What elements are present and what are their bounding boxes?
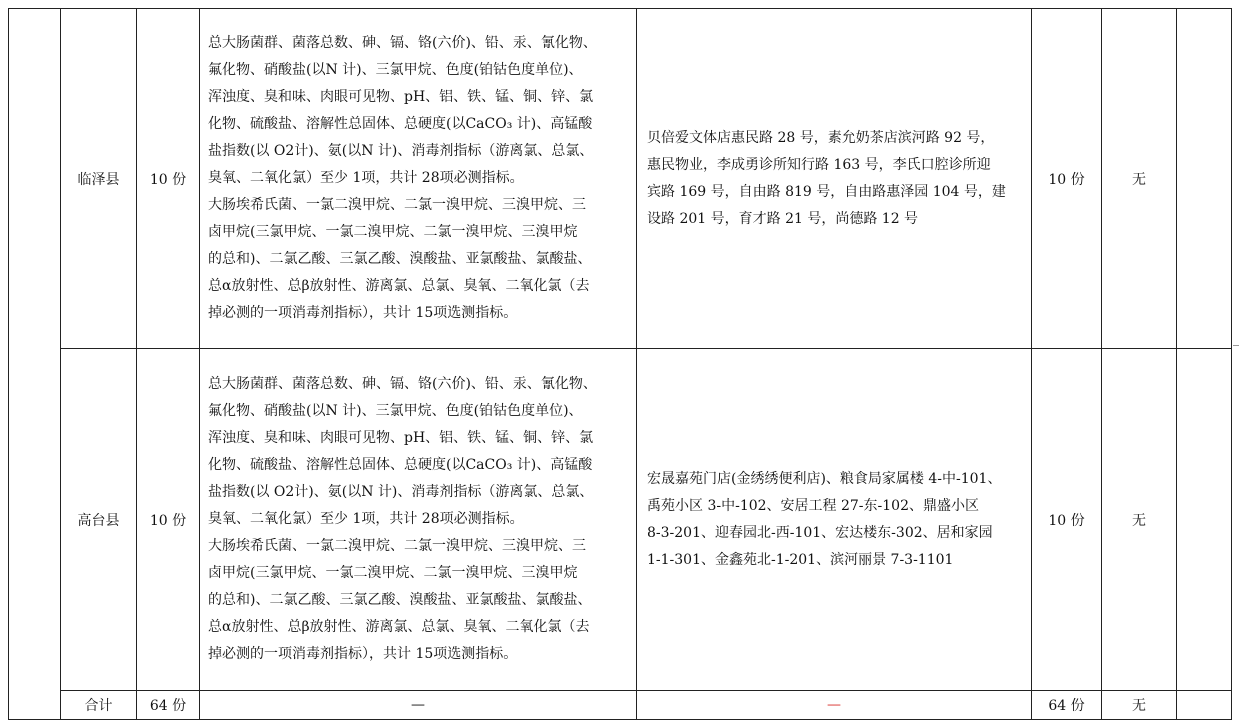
item-line: 氟化物、硝酸盐(以N 计)、三氯甲烷、色度(铂钴色度单位)、	[208, 403, 583, 419]
item-line: 总α放射性、总β放射性、游离氯、总氯、臭氧、二氧化氯（去	[208, 619, 590, 635]
total-extra-cell	[1102, 691, 1177, 720]
total-count: 64 份	[149, 698, 187, 714]
total-row	[9, 691, 1232, 720]
total-places-cell	[637, 691, 1032, 720]
place-line: 设路 201 号，育才路 21 号，尚德路 12 号	[647, 210, 919, 227]
place-line: 8-3-201、迎春园北-西-101、宏达楼东-302、居和家园	[647, 524, 993, 541]
total-count-2: 64 份	[1048, 698, 1085, 714]
place-line: 1-1-301、金鑫苑北-1-201、滨河丽景 7-3-1101	[647, 551, 954, 568]
total-items-dash: —	[411, 697, 425, 713]
total-label: 合计	[84, 698, 113, 714]
total-extra: 无	[1132, 698, 1146, 714]
item-line: 的总和)、二氯乙酸、三氯乙酸、溴酸盐、亚氯酸盐、氯酸盐、	[208, 592, 592, 608]
county-name: 高台县	[77, 512, 120, 529]
total-label-cell	[61, 691, 137, 720]
item-line: 总大肠菌群、菌落总数、砷、镉、铬(六价)、铅、汞、氰化物、	[208, 35, 597, 51]
extra-cell	[1102, 349, 1177, 691]
item-line: 盐指数(以 O2计)、氨(以N 计)、消毒剂指标（游离氯、总氯、	[208, 484, 594, 500]
item-line: 总α放射性、总β放射性、游离氯、总氯、臭氧、二氧化氯（去	[208, 278, 590, 294]
county-cell	[61, 349, 137, 691]
page-edge-mark	[1233, 345, 1239, 347]
count2-cell	[1032, 9, 1102, 349]
place-line: 惠民物业，李成勇诊所知行路 163 号，李氏口腔诊所迎	[647, 156, 991, 173]
test-items-cell	[200, 349, 637, 691]
item-line: 总大肠菌群、菌落总数、砷、镉、铬(六价)、铅、汞、氰化物、	[208, 376, 597, 392]
extra-value: 无	[1132, 512, 1146, 529]
item-line: 的总和)、二氯乙酸、三氯乙酸、溴酸盐、亚氯酸盐、氯酸盐、	[208, 251, 592, 267]
test-items-cell	[200, 9, 637, 349]
county-cell	[61, 9, 137, 349]
sample-count-2: 10 份	[1048, 171, 1085, 188]
sampling-table	[8, 8, 1232, 720]
place-line: 宾路 169 号，自由路 819 号，自由路惠泽园 104 号，建	[647, 183, 1006, 200]
extra-cell	[1102, 9, 1177, 349]
blank-cell	[1177, 349, 1232, 691]
table-row	[9, 349, 1232, 691]
extra-value: 无	[1132, 171, 1146, 188]
item-line: 氟化物、硝酸盐(以N 计)、三氯甲烷、色度(铂钴色度单位)、	[208, 62, 583, 78]
item-line: 大肠埃希氏菌、一氯二溴甲烷、二氯一溴甲烷、三溴甲烷、三	[208, 538, 586, 554]
sample-count-2: 10 份	[1048, 512, 1085, 529]
sampling-places-cell	[637, 349, 1032, 691]
place-line: 贝倍爱文体店惠民路 28 号，素允奶茶店滨河路 92 号，	[647, 129, 995, 146]
total-items-cell	[200, 691, 637, 720]
count-cell	[137, 349, 200, 691]
item-line: 化物、硫酸盐、溶解性总固体、总硬度(以CaCO₃ 计)、高锰酸	[208, 116, 593, 132]
county-name: 临泽县	[77, 171, 120, 188]
place-line: 宏晟嘉苑门店(金绣绣便利店)、粮食局家属楼 4-中-101、	[647, 470, 1002, 487]
count2-cell	[1032, 349, 1102, 691]
item-line: 大肠埃希氏菌、一氯二溴甲烷、二氯一溴甲烷、三溴甲烷、三	[208, 197, 586, 213]
item-line: 卤甲烷(三氯甲烷、一氯二溴甲烷、二氯一溴甲烷、三溴甲烷	[208, 224, 578, 240]
item-line: 臭氧、二氧化氯）至少 1项，共计 28项必测指标。	[208, 170, 524, 186]
sample-count: 10 份	[149, 171, 187, 188]
item-line: 浑浊度、臭和味、肉眼可见物、pH、铝、铁、锰、铜、锌、氯	[208, 430, 594, 446]
total-count-cell	[137, 691, 200, 720]
item-line: 化物、硫酸盐、溶解性总固体、总硬度(以CaCO₃ 计)、高锰酸	[208, 457, 593, 473]
item-line: 盐指数(以 O2计)、氨(以N 计)、消毒剂指标（游离氯、总氯、	[208, 143, 594, 159]
item-line: 臭氧、二氧化氯）至少 1项，共计 28项必测指标。	[208, 511, 524, 527]
sampling-places-cell	[637, 9, 1032, 349]
total-count2-cell	[1032, 691, 1102, 720]
sample-count: 10 份	[149, 512, 187, 529]
place-line: 禹苑小区 3-中-102、安居工程 27-东-102、鼎盛小区	[647, 497, 979, 514]
item-line: 掉必测的一项消毒剂指标），共计 15项选测指标。	[208, 646, 518, 662]
total-blank-cell	[1177, 691, 1232, 720]
item-line: 掉必测的一项消毒剂指标），共计 15项选测指标。	[208, 305, 518, 321]
item-line: 浑浊度、臭和味、肉眼可见物、pH、铝、铁、锰、铜、锌、氯	[208, 89, 594, 105]
total-places-dash: —	[827, 697, 841, 713]
count-cell	[137, 9, 200, 349]
merged-left-cell	[9, 9, 61, 720]
table-row	[9, 9, 1232, 349]
blank-cell	[1177, 9, 1232, 349]
item-line: 卤甲烷(三氯甲烷、一氯二溴甲烷、二氯一溴甲烷、三溴甲烷	[208, 565, 578, 581]
